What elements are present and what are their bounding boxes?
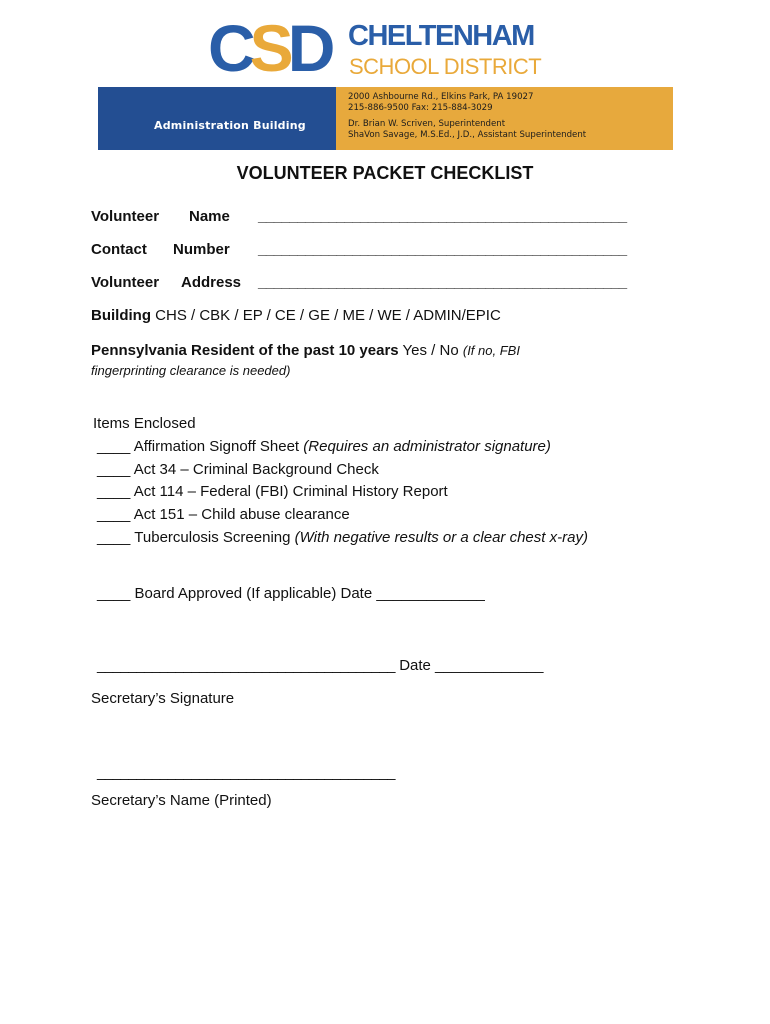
secretary-signature-field[interactable]: ______________________________________ <box>97 657 396 674</box>
logo-district-name: CHELTENHAM <box>348 20 534 52</box>
list-item: ____ Act 151 – Child abuse clearance <box>97 506 350 523</box>
checkbox-blank[interactable]: ____ <box>97 506 131 523</box>
resident-row <box>91 342 520 359</box>
field-label-name: Name <box>189 208 230 225</box>
secretary-name-field[interactable]: ______________________________________ <box>97 764 396 781</box>
building-label: Building <box>91 307 151 324</box>
list-item: ____ Act 114 – Federal (FBI) Criminal History Report <box>97 483 448 500</box>
secretary-name-label: Secretary’s Name (Printed) <box>91 792 272 809</box>
volunteer-name-field[interactable]: _______________________________________________ <box>258 208 627 225</box>
list-item: ____ Act 34 – Criminal Background Check <box>97 461 379 478</box>
banner-building-panel <box>98 87 336 150</box>
building-name: Administration Building <box>154 119 306 132</box>
resident-label: Pennsylvania Resident of the past 10 years <box>91 342 399 359</box>
building-row <box>91 307 501 324</box>
checkbox-blank[interactable]: ____ <box>97 529 131 546</box>
field-label-volunteer: Volunteer <box>91 208 160 225</box>
field-label-volunteer-2: Volunteer <box>91 274 160 291</box>
banner-contact-panel <box>336 87 673 150</box>
superintendent-line: Dr. Brian W. Scriven, Superintendent <box>348 119 506 130</box>
checkbox-blank[interactable]: ____ <box>97 585 131 602</box>
signature-row <box>97 657 544 674</box>
field-label-address: Address <box>181 274 242 291</box>
board-approved-row: ____ Board Approved (If applicable) Date _____________ <box>97 585 485 602</box>
list-item: ____ Affirmation Signoff Sheet (Requires an administrator signature) <box>97 438 551 455</box>
resident-options[interactable]: Yes / No <box>402 342 459 359</box>
logo-district-subtitle: SCHOOL DISTRICT <box>349 54 542 79</box>
secretary-signature-label: Secretary’s Signature <box>91 690 235 707</box>
checkbox-blank[interactable]: ____ <box>97 461 131 478</box>
letterhead-banner <box>98 87 673 150</box>
items-heading: Items Enclosed <box>93 415 196 432</box>
contact-number-field[interactable]: _______________________________________________ <box>258 241 627 258</box>
checkbox-blank[interactable]: ____ <box>97 483 131 500</box>
list-item: ____ Tuberculosis Screening (With negative results or a clear chest x-ray) <box>97 529 588 546</box>
volunteer-address-field[interactable]: _______________________________________________ <box>258 274 627 291</box>
field-label-number: Number <box>173 241 230 258</box>
district-logo <box>208 11 568 85</box>
resident-note: (If no, FBI <box>462 343 520 358</box>
building-options[interactable]: CHS / CBK / EP / CE / GE / ME / WE / ADMIN/EPIC <box>155 307 501 324</box>
phone-line: 215-886-9500 Fax: 215-884-3029 <box>348 102 493 113</box>
checkbox-blank[interactable]: ____ <box>97 438 131 455</box>
field-label-contact: Contact <box>91 241 147 258</box>
page-title: VOLUNTEER PACKET CHECKLIST <box>236 163 534 183</box>
signature-date-field[interactable]: _____________ <box>435 657 544 674</box>
address-line: 2000 Ashbourne Rd., Elkins Park, PA 19027 <box>348 92 534 102</box>
logo-monogram: CSD <box>208 11 330 85</box>
assistant-line: ShaVon Savage, M.S.Ed., J.D., Assistant Superintendent <box>348 129 587 140</box>
resident-note-continued: fingerprinting clearance is needed) <box>91 363 291 378</box>
date-label: Date <box>399 657 431 674</box>
board-date-field[interactable]: _____________ <box>376 585 485 602</box>
